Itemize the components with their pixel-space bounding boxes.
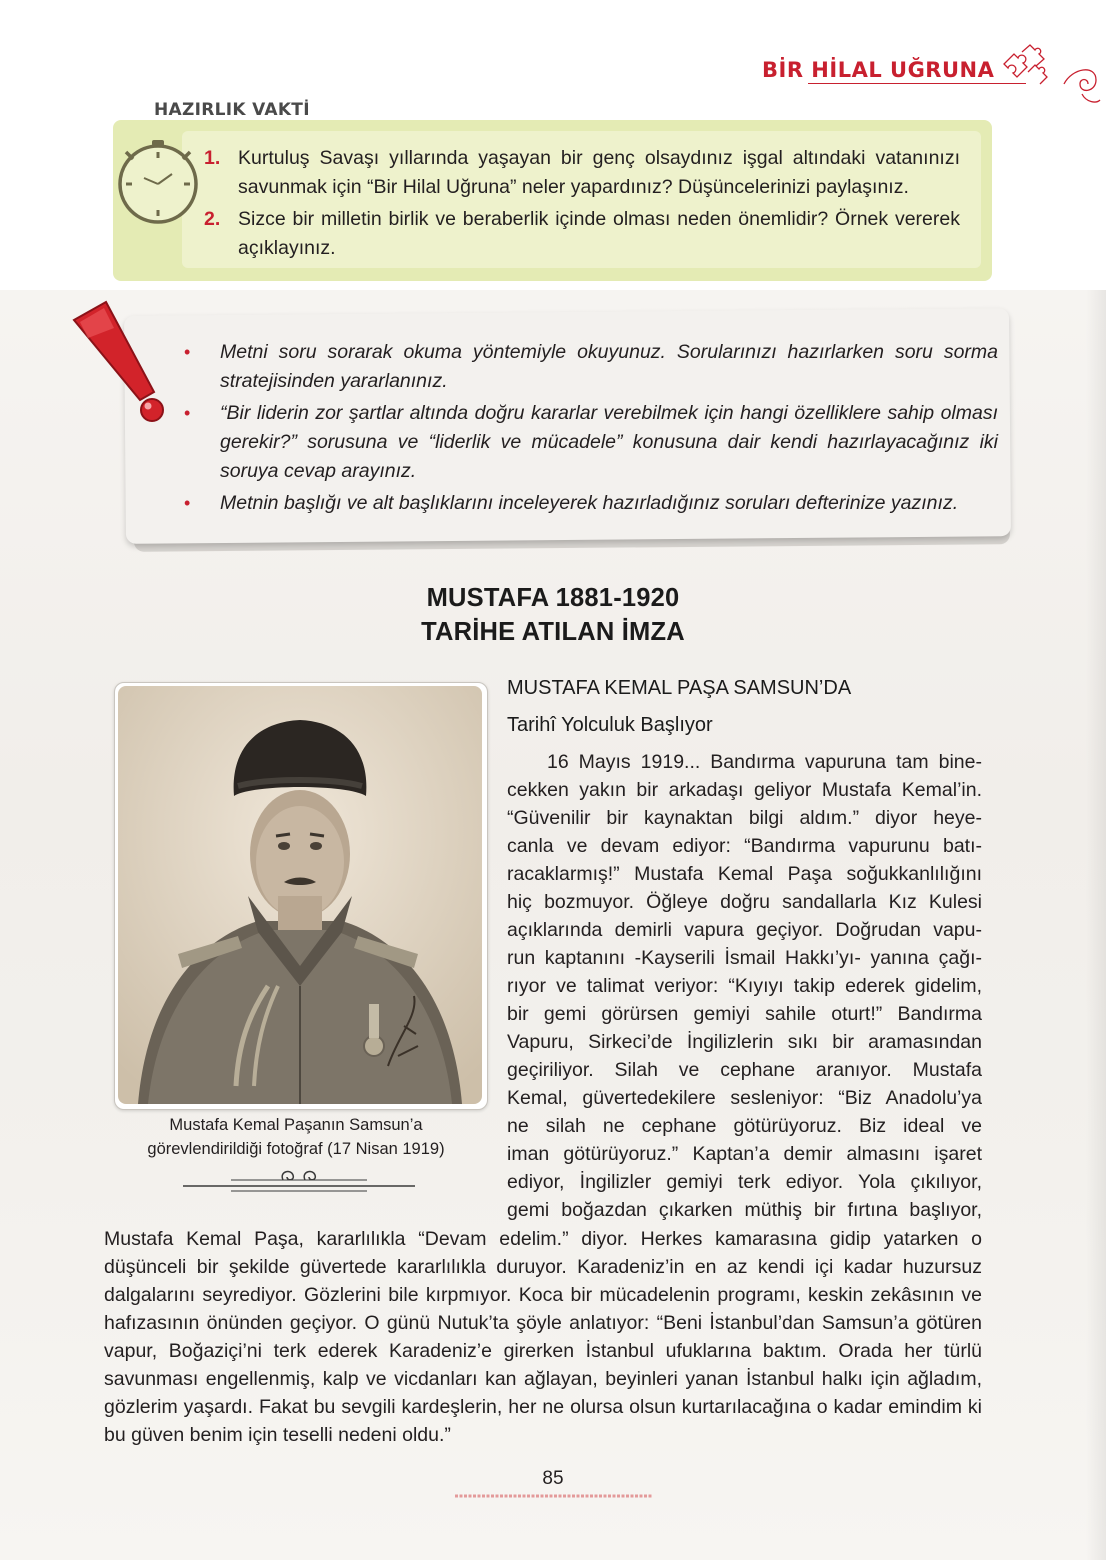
question-2	[204, 205, 960, 263]
callout-item-3	[184, 489, 998, 518]
running-title-underline	[808, 83, 1026, 84]
question-number: 2.	[204, 208, 221, 230]
puzzle-icon	[998, 42, 1058, 86]
article-full-width-text	[104, 1225, 982, 1449]
article-column-text	[507, 748, 982, 1224]
text-line: bir gemi görürsen gemiyi sahile oturt!” Bandırma	[507, 1003, 982, 1025]
text-line: gemi boğazdan çıkarken müthiş bir fırtına başlıyor,	[507, 1199, 982, 1221]
portrait-photo	[118, 686, 482, 1104]
callout-item-1	[184, 338, 998, 396]
divider-ornament	[183, 1167, 415, 1195]
callout-text: “Bir liderin zor şartlar altında doğru kararlar verebilmek için hangi özelliklere sahip olması gerekir?” sorusuna ve “liderlik ve mücadele” konusuna dair kendi hazırlayacağınız iki soruya cevap arayınız.	[220, 402, 998, 482]
question-text: Sizce bir milletin birlik ve beraberlik içinde olması neden önemlidir? Örnek vererek açıklayınız.	[238, 208, 960, 259]
text-line: hiç bozmuyor. Öğleye doğru sandallarla Kız Kulesi	[507, 891, 982, 913]
text-line: racaklarmış!” Mustafa Kemal Paşa soğukkanlılığını	[507, 863, 982, 885]
text-line: “Güvenilir bir kaynaktan bilgi aldım.” diyor heye-	[507, 807, 982, 829]
text-line: Kemal, güvertedekilere sesleniyor: “Biz Anadolu’ya	[507, 1087, 982, 1109]
curl-ornament-icon	[1062, 60, 1102, 106]
running-title: BİR HİLAL UĞRUNA	[762, 58, 995, 82]
text-line: ne silah ne cephane götürüyoruz. Biz ideal ve	[507, 1115, 982, 1137]
preparation-title: HAZIRLIK VAKTİ	[154, 100, 310, 120]
bullet-dot: •	[184, 342, 191, 362]
text-line: 16 Mayıs 1919... Bandırma vapuruna tam bine-	[507, 751, 982, 773]
page-number-ornament	[455, 1493, 653, 1499]
text-line: Vapuru, Sirkeci’de İngilizlerin sıkı bir aramasından	[507, 1031, 982, 1053]
text-line: canla ve devam ediyor: “Bandırma vapurunu batı-	[507, 835, 982, 857]
text-line: rıyor ve talimat veriyor: “Kıyıyı takip ederek gidelim,	[507, 975, 982, 997]
question-text: Kurtuluş Savaşı yıllarında yaşayan bir genç olsaydınız işgal altındaki vatanınızı savunmak için “Bir Hilal Uğruna” neler yapardınız? Düşüncelerinizi paylaşınız.	[238, 147, 960, 198]
text-line: cekken yakın bir arkadaşı geliyor Mustafa Kemal’in.	[507, 779, 982, 801]
page-number: 85	[542, 1468, 564, 1489]
text-line: iman götürüyoruz.” Kaptan’a demir almasını işaret	[507, 1143, 982, 1165]
question-number: 1.	[204, 147, 221, 169]
article-title-line-1: MUSTAFA 1881-1920	[426, 584, 680, 612]
text-line: run kaptanını -Kayserili İsmail Hakkı’yı- yanına çağı-	[507, 947, 982, 969]
article-title-line-2: TARİHE ATILAN İMZA	[421, 618, 685, 646]
callout-text: Metni soru sorarak okuma yöntemiyle okuyunuz. Sorularınızı hazırlarken soru sorma stratejisinden yararlanınız.	[220, 341, 998, 392]
photo-caption-line-1: Mustafa Kemal Paşanın Samsun’a	[169, 1116, 423, 1134]
paragraph: Mustafa Kemal Paşa, kararlılıkla “Devam edelim.” diyor. Herkes kamarasına gidip yatarken o düşünceli bir şekilde güvertede kararlılıkla duruyor. Karadeniz’in en az kendi içi kadar huzursuz dalgalarını seyrediyor. Gözlerini bile kırpmıyor. Koca bir mücadelenin programı, keskin zekâsının ve hafızasının önünden geçiyor. O günü Nutuk’ta şöyle anlatıyor: “Beni İstanbul’dan Samsun’a götüren vapur, Boğaziçi’ni terk ederek Karadeniz’e girerken İstanbul ufuklarına baktım. Orada her türlü savunması engellenmiş, kalp ve vicdanları kan ağlayan, beyinleri yanan İstanbul halkı için ağladım, gözlerim yaşardı. Fakat bu sevgili kardeşlerin, her ne olursa olsun kurtarılacağına o kadar emindim ki bu güven benim için teselli nedeni oldu.”	[104, 1228, 982, 1446]
callout-text: Metnin başlığı ve alt başlıklarını inceleyerek hazırladığınız soruları defterinize yazınız.	[220, 492, 959, 514]
exclamation-icon	[66, 298, 176, 428]
text-line: geçiriliyor. Silah ve cephane aranıyor. Mustafa	[507, 1059, 982, 1081]
photo-caption-line-2: görevlendirildiği fotoğraf (17 Nisan 1919)	[147, 1140, 445, 1158]
bullet-dot: •	[184, 403, 191, 423]
text-line: ediyor, İngilizler gemiyi terk ediyor. Yola çıkılıyor,	[507, 1171, 982, 1193]
callout-item-2	[184, 399, 998, 486]
stopwatch-icon	[114, 138, 204, 228]
text-line: açıklarında demirli vapura geçiyor. Doğrudan vapu-	[507, 919, 982, 941]
section-heading: MUSTAFA KEMAL PAŞA SAMSUN’DA	[507, 677, 852, 699]
bullet-dot: •	[184, 493, 191, 513]
subheading: Tarihî Yolculuk Başlıyor	[507, 714, 713, 736]
question-1	[204, 144, 960, 202]
